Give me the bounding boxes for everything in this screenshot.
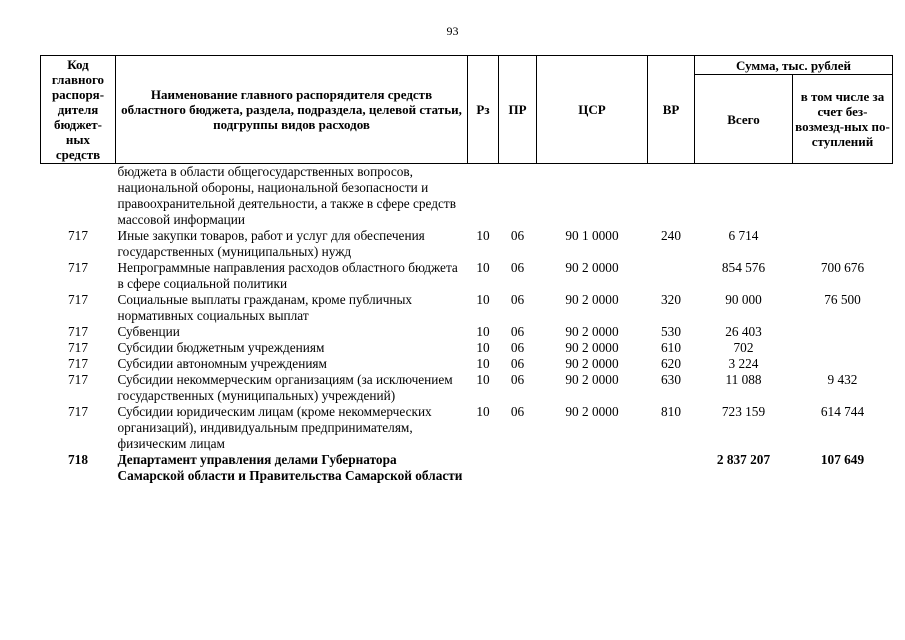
header-pr: ПР — [499, 56, 537, 164]
header-name: Наименование главного распорядителя средств областного бюджета, раздела, подраздела, целевой статьи, подгруппы видов расходов — [116, 56, 468, 164]
table-row — [41, 372, 893, 404]
cell-csr: 90 2 0000 — [565, 260, 619, 275]
cell-total: 702 — [733, 340, 754, 355]
cell-vr: 810 — [661, 404, 681, 419]
page-number: 93 — [446, 24, 459, 38]
header-free: в том числе за счет без-возмезд-ных по-ступлений — [793, 75, 893, 164]
cell-total: 2 837 207 — [716, 452, 771, 467]
cell-name: Непрограммные направления расходов областного бюджета в сфере социальной политики — [117, 260, 458, 291]
cell-vr — [648, 164, 695, 229]
cell-name: Субсидии бюджетным учреждениям — [117, 340, 325, 355]
cell-csr: 90 2 0000 — [565, 356, 619, 371]
cell-rz: 10 — [476, 324, 490, 339]
table-row — [41, 324, 893, 340]
table-row — [41, 356, 893, 372]
cell-code: 717 — [68, 292, 88, 307]
table-body — [41, 164, 893, 485]
cell-free — [793, 340, 893, 356]
cell-pr: 06 — [510, 260, 525, 275]
cell-csr: 90 1 0000 — [565, 228, 619, 243]
header-sum: Сумма, тыс. рублей — [695, 56, 893, 75]
cell-free — [793, 228, 893, 260]
header-csr: ЦСР — [537, 56, 648, 164]
cell-vr: 630 — [661, 372, 681, 387]
cell-vr: 610 — [661, 340, 681, 355]
cell-rz: 10 — [476, 228, 490, 243]
cell-free: 614 744 — [820, 404, 865, 419]
cell-csr — [537, 452, 648, 484]
cell-rz: 10 — [476, 292, 490, 307]
cell-name: бюджета в области общегосударственных вопросов, национальной обороны, национальной безопасности и правоохранительной деятельности, а также в сфере средств массовой информации — [117, 164, 457, 227]
cell-name: Департамент управления делами Губернатора Самарской области и Правительства Самарской области — [117, 452, 463, 483]
table-row — [41, 260, 893, 292]
cell-rz: 10 — [476, 340, 490, 355]
cell-free: 9 432 — [827, 372, 858, 387]
cell-rz — [468, 164, 499, 229]
cell-pr: 06 — [510, 372, 525, 387]
table-row — [41, 452, 893, 484]
cell-csr: 90 2 0000 — [565, 292, 619, 307]
header-code: Код главного распоря-дителя бюджет-ных средств — [41, 56, 116, 164]
budget-table — [40, 55, 893, 484]
cell-pr — [499, 452, 537, 484]
cell-total: 26 403 — [725, 324, 762, 339]
cell-pr: 06 — [510, 228, 525, 243]
cell-total: 723 159 — [721, 404, 766, 419]
cell-csr: 90 2 0000 — [565, 372, 619, 387]
cell-name: Социальные выплаты гражданам, кроме публичных нормативных социальных выплат — [117, 292, 413, 323]
table-row — [41, 292, 893, 324]
cell-code: 717 — [68, 324, 88, 339]
table-row — [41, 228, 893, 260]
cell-name: Субсидии некоммерческим организациям (за исключением государственных (муниципальных) учреждений) — [117, 372, 453, 403]
cell-code: 717 — [68, 340, 88, 355]
cell-rz: 10 — [476, 260, 490, 275]
cell-csr: 90 2 0000 — [565, 404, 619, 419]
table-row — [41, 164, 893, 229]
cell-pr: 06 — [510, 292, 525, 307]
cell-total: 90 000 — [725, 292, 762, 307]
cell-total: 3 224 — [728, 356, 759, 371]
table-header — [41, 56, 893, 164]
cell-code: 717 — [68, 372, 88, 387]
cell-pr: 06 — [510, 340, 525, 355]
cell-total: 6 714 — [728, 228, 759, 243]
cell-pr: 06 — [510, 404, 525, 419]
cell-name: Субсидии юридическим лицам (кроме некоммерческих организаций), индивидуальным предпринимателям, физическим лицам — [117, 404, 432, 451]
cell-total: 11 088 — [725, 372, 762, 387]
cell-name: Иные закупки товаров, работ и услуг для обеспечения государственных (муниципальных) нужд — [117, 228, 425, 259]
header-total: Всего — [695, 75, 793, 164]
cell-rz: 10 — [476, 404, 490, 419]
cell-code — [41, 164, 116, 229]
header-vr: ВР — [648, 56, 695, 164]
cell-vr: 320 — [661, 292, 681, 307]
cell-code: 717 — [68, 404, 88, 419]
cell-code: 717 — [68, 228, 88, 243]
cell-vr: 530 — [661, 324, 681, 339]
cell-free: 107 649 — [820, 452, 865, 467]
cell-free: 76 500 — [824, 292, 861, 307]
cell-pr — [499, 164, 537, 229]
cell-code: 717 — [68, 260, 88, 275]
cell-total: 854 576 — [721, 260, 766, 275]
cell-vr — [648, 452, 695, 484]
cell-pr: 06 — [510, 356, 525, 371]
cell-csr: 90 2 0000 — [565, 340, 619, 355]
cell-name: Субсидии автономным учреждениям — [117, 356, 327, 371]
cell-rz — [468, 452, 499, 484]
cell-csr: 90 2 0000 — [565, 324, 619, 339]
cell-free — [793, 164, 893, 229]
cell-pr: 06 — [510, 324, 525, 339]
cell-rz: 10 — [476, 356, 490, 371]
cell-vr — [648, 260, 695, 292]
cell-total — [695, 164, 793, 229]
cell-csr — [537, 164, 648, 229]
cell-free — [793, 356, 893, 372]
cell-vr: 240 — [661, 228, 681, 243]
cell-code: 717 — [68, 356, 88, 371]
cell-code: 718 — [68, 452, 88, 467]
header-rz: Рз — [468, 56, 499, 164]
cell-rz: 10 — [476, 372, 490, 387]
table-row — [41, 404, 893, 452]
cell-vr: 620 — [661, 356, 681, 371]
table-row — [41, 340, 893, 356]
cell-free: 700 676 — [820, 260, 865, 275]
cell-name: Субвенции — [117, 324, 180, 339]
cell-free — [793, 324, 893, 340]
